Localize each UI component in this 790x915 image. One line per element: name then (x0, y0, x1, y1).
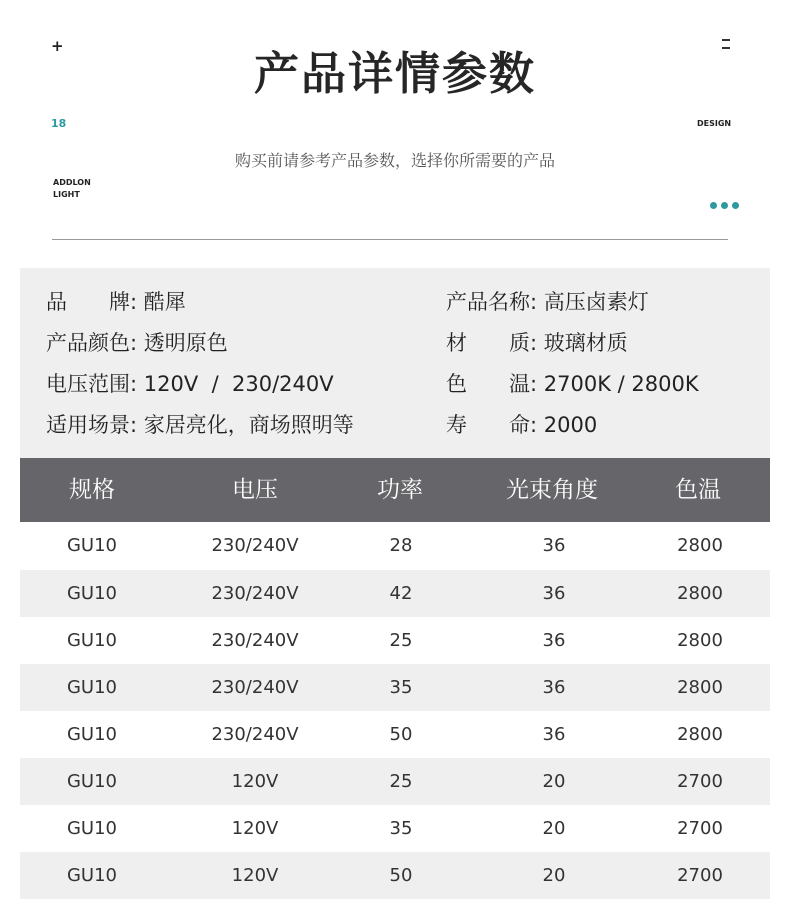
table-row (20, 617, 770, 664)
divider (52, 239, 728, 240)
cell-voltage: 230/240V (211, 724, 299, 745)
cell-power: 50 (389, 724, 413, 745)
cell-model: GU10 (66, 677, 118, 698)
cell-power: 50 (389, 865, 413, 886)
spec-color (46, 328, 228, 358)
cell-model: GU10 (66, 630, 118, 651)
table-row (20, 852, 770, 899)
column-header-voltage: 电压 (232, 477, 278, 503)
cell-color-temp: 2800 (677, 724, 723, 745)
cell-power: 35 (389, 677, 413, 698)
cell-beam-angle: 36 (542, 677, 566, 698)
column-header-model: 规格 (69, 477, 115, 503)
spec-material-value: 玻璃材质 (543, 331, 628, 355)
spec-product-name (446, 287, 649, 317)
cell-color-temp: 2800 (677, 583, 723, 604)
table-row (20, 758, 770, 805)
column-header-color-temp: 色温 (675, 477, 721, 503)
spec-lifetime (446, 410, 597, 440)
cell-beam-angle: 36 (542, 583, 566, 604)
spec-color-value: 透明原色 (143, 331, 228, 355)
cell-model: GU10 (66, 818, 118, 839)
cell-model: GU10 (66, 724, 118, 745)
spec-voltage (46, 369, 334, 399)
spec-color-temp (446, 369, 699, 399)
spec-scene (46, 410, 354, 440)
cell-color-temp: 2700 (677, 771, 723, 792)
plus-icon: + (51, 37, 64, 55)
cell-beam-angle: 36 (542, 535, 566, 556)
brand-tag-line-2: LIGHT (53, 190, 80, 199)
spec-voltage-value: 120V / 230/240V (143, 372, 334, 396)
cell-power: 35 (389, 818, 413, 839)
spec-voltage-label: 电压范围: (46, 372, 138, 396)
table-row (20, 711, 770, 758)
cell-model: GU10 (66, 771, 118, 792)
page-subtitle: 购买前请参考产品参数，选择你所需要的产品 (234, 151, 555, 170)
cell-beam-angle: 20 (542, 771, 566, 792)
table-header (20, 458, 770, 522)
cell-voltage: 120V (231, 865, 279, 886)
cell-color-temp: 2800 (677, 630, 723, 651)
spec-material (446, 328, 628, 358)
spec-scene-value: 家居亮化，商场照明等 (143, 413, 354, 437)
table-row (20, 805, 770, 852)
cell-power: 25 (389, 771, 413, 792)
spec-brand-label: 品 牌: (46, 290, 138, 314)
cell-voltage: 230/240V (211, 535, 299, 556)
column-header-beam-angle: 光束角度 (506, 477, 598, 503)
spec-color-temp-label: 色 温: (446, 372, 538, 396)
cell-model: GU10 (66, 583, 118, 604)
spec-product-name-value: 高压卤素灯 (543, 290, 649, 314)
cell-model: GU10 (66, 535, 118, 556)
table-row (20, 522, 770, 569)
page-title: 产品详情参数 (253, 47, 536, 100)
corner-mark-top (722, 39, 730, 41)
cell-power: 25 (389, 630, 413, 651)
cell-model: GU10 (66, 865, 118, 886)
spec-brand-value: 酷犀 (143, 290, 186, 314)
cell-voltage: 230/240V (211, 630, 299, 651)
cell-beam-angle: 36 (542, 724, 566, 745)
corner-mark-bottom (722, 47, 730, 49)
cell-color-temp: 2700 (677, 818, 723, 839)
spec-material-label: 材 质: (446, 331, 538, 355)
cell-beam-angle: 36 (542, 630, 566, 651)
spec-product-name-label: 产品名称: (446, 290, 538, 314)
spec-brand (46, 287, 186, 317)
cell-color-temp: 2700 (677, 865, 723, 886)
column-header-power: 功率 (377, 477, 423, 503)
design-label: DESIGN (697, 119, 732, 128)
cell-color-temp: 2800 (677, 535, 723, 556)
spec-color-temp-value: 2700K / 2800K (543, 372, 699, 396)
cell-beam-angle: 20 (542, 865, 566, 886)
table-row (20, 570, 770, 617)
spec-lifetime-label: 寿 命: (446, 413, 538, 437)
spec-panel (20, 268, 770, 458)
cell-beam-angle: 20 (542, 818, 566, 839)
spec-lifetime-value: 2000 (543, 413, 598, 437)
cell-voltage: 230/240V (211, 583, 299, 604)
table-row (20, 664, 770, 711)
more-dots-icon (710, 202, 739, 209)
spec-scene-label: 适用场景: (46, 413, 138, 437)
spec-color-label: 产品颜色: (46, 331, 138, 355)
number-label: 18 (51, 117, 67, 130)
cell-voltage: 120V (231, 818, 279, 839)
brand-tag-line-1: ADDLON (53, 178, 91, 187)
cell-power: 42 (389, 583, 413, 604)
cell-voltage: 230/240V (211, 677, 299, 698)
brand-tag (53, 177, 91, 201)
cell-power: 28 (389, 535, 413, 556)
cell-voltage: 120V (231, 771, 279, 792)
cell-color-temp: 2800 (677, 677, 723, 698)
